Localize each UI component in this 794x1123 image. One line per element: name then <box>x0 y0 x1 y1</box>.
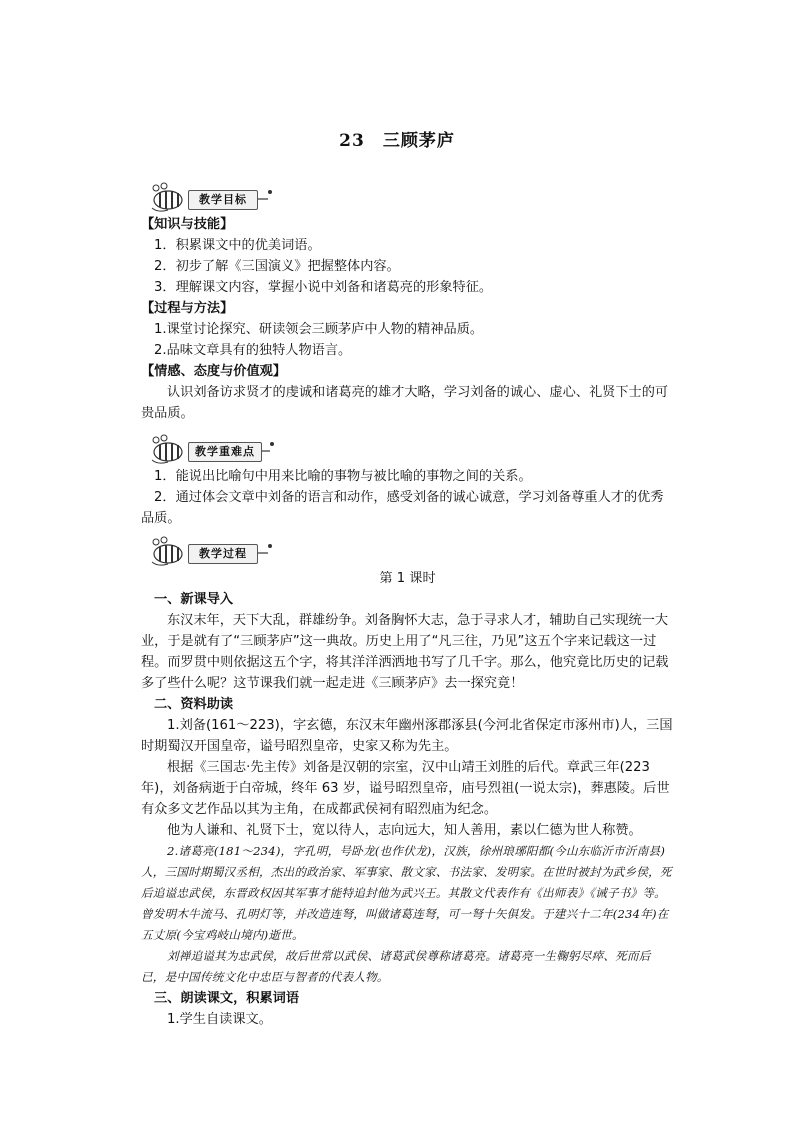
section-badge <box>146 434 276 464</box>
goals-item: 1．积累课文中的优美词语。 <box>154 238 321 253</box>
section-badge <box>146 182 276 212</box>
goals-paragraph: 认识刘备访求贤才的虔诚和诸葛亮的雄才大略，学习刘备的诚心、虚心、礼贤下士的可贵品质。 <box>141 385 669 421</box>
section-header-goals <box>141 180 674 214</box>
process-heading: 一、新课导入 <box>154 592 234 607</box>
process-paragraph: 1.学生自读课文。 <box>167 1012 272 1027</box>
process-paragraph: 根据《三国志·先主传》刘备是汉朝的宗室，汉中山靖王刘胜的后代。章武三年(223年)，刘备病逝于白帝城，终年 63 岁，谥号昭烈皇帝，庙号烈祖(一说太宗)，葬惠陵。后世有众多文艺作品以其为主角，在成都武侯祠有昭烈庙为纪念。 <box>141 760 670 817</box>
process-paragraph: 东汉末年，天下大乱，群雄纷争。刘备胸怀大志，急于寻求人才，辅助自己实现统一大业，于是就有了“三顾茅庐”这一典故。历史上用了“凡三往，乃见”这五个字来记载这一过程。而罗贯中则依据这五个字，将其洋洋洒洒地书写了几千字。那么，他究竟比历史的记载多了些什么呢？这节课我们就一起走进《三顾茅庐》去一探究竟！ <box>141 613 669 691</box>
goals-heading-emotion: 【情感、态度与价值观】 <box>141 364 287 379</box>
keypoint-item: 1．能说出比喻句中用来比喻的事物与被比喻的事物之间的关系。 <box>154 469 532 484</box>
keypoint-item: 2．通过体会文章中刘备的语言和动作，感受刘备的诚心诚意，学习刘备尊重人才的优秀品质。 <box>141 490 664 526</box>
process-paragraph: 1.刘备(161～223)，字玄德，东汉末年幽州涿郡涿县(今河北省保定市涿州市)人，三国时期蜀汉开国皇帝，谥号昭烈皇帝，史家又称为先主。 <box>141 718 673 754</box>
section-label: 教学目标 <box>188 190 258 210</box>
goals-heading-knowledge: 【知识与技能】 <box>141 217 234 232</box>
goals-item: 2.品味文章具有的独特人物语言。 <box>154 343 352 358</box>
section-header-process <box>141 534 674 568</box>
goals-block <box>141 180 674 424</box>
section-header-keypoints <box>141 432 674 466</box>
process-heading: 三、朗读课文，积累词语 <box>154 991 300 1006</box>
process-paragraph: 他为人谦和、礼贤下士，宽以待人，志向远大，知人善用，素以仁德为世人称赞。 <box>167 823 642 838</box>
process-paragraph-note: 2.诸葛亮(181～234)，字孔明，号卧龙(也作伏龙)，汉族，徐州琅琊阳都(今山东临沂市沂南县)人，三国时期蜀汉丞相，杰出的政治家、军事家、散文家、书法家、发明家。在世时被封为武乡侯，死后追谥忠武侯，东晋政权因其军事才能特追封他为武兴王。其散文代表作有《出师表》《诫子书》等。曾发明木牛流马、孔明灯等，并改造连弩，叫做诸葛连弩，可一弩十矢俱发。于建兴十二年(234年)在五丈原(今宝鸡岐山境内)逝世。 <box>141 844 672 942</box>
process-block <box>141 534 674 1030</box>
process-heading: 二、资料助读 <box>154 697 234 712</box>
goals-item: 2．初步了解《三国演义》把握整体内容。 <box>154 259 400 274</box>
lesson-number: 第 1 课时 <box>379 571 436 586</box>
process-paragraph-note: 刘禅追谥其为忠武侯，故后世常以武侯、诸葛武侯尊称诸葛亮。诸葛亮一生鞠躬尽瘁、死而后已，是中国传统文化中忠臣与智者的代表人物。 <box>141 949 651 984</box>
section-badge <box>146 536 276 566</box>
keypoints-block <box>141 432 674 529</box>
goals-heading-method: 【过程与方法】 <box>141 301 234 316</box>
goals-item: 3．理解课文内容，掌握小说中刘备和诸葛亮的形象特征。 <box>154 280 493 295</box>
section-label: 教学过程 <box>188 544 258 564</box>
page-title: 23 三顾茅庐 <box>339 131 455 151</box>
section-label: 教学重难点 <box>188 442 262 462</box>
goals-item: 1.课堂讨论探究、研读领会三顾茅庐中人物的精神品质。 <box>154 322 484 337</box>
